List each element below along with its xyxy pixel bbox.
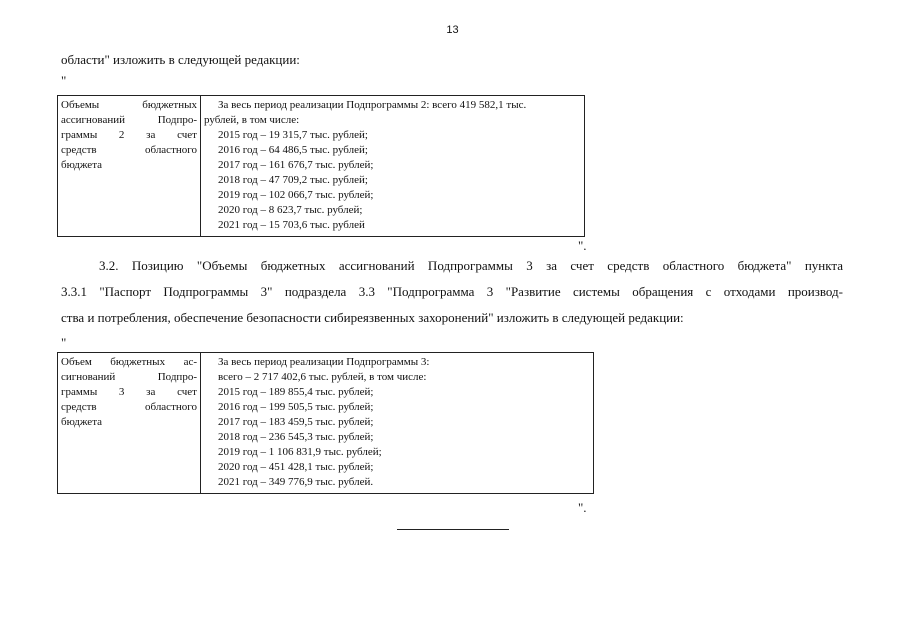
label-line: граммы 2 за счет [61,129,197,141]
label-line: бюджета [61,416,103,428]
budget-table-subprogram-3 [57,352,594,494]
budget-label-cell [58,96,201,237]
label-line: ассигнований Подпро- [61,114,197,126]
label-line: средств областного [61,144,197,156]
value-line: 2021 год – 349 776,9 тыс. рублей. [218,476,374,488]
value-line: рублей, в том числе: [204,114,300,126]
label-line: сигнований Подпро- [61,371,197,383]
end-separator-line [397,529,509,530]
value-line: всего – 2 717 402,6 тыс. рублей, в том числе: [218,371,427,383]
value-line: За весь период реализации Подпрограммы 3: [218,356,430,368]
value-line: 2016 год – 64 486,5 тыс. рублей; [218,144,368,156]
page-number: 13 [446,24,459,36]
open-quote-2: " [61,335,67,350]
label-line: Объем бюджетных ас- [61,356,197,368]
paragraph-line: 3.2. Позицию "Объемы бюджетных ассигнований Подпрограммы 3 за счет средств областного бюджета" пункта [99,258,843,273]
value-line: 2018 год – 47 709,2 тыс. рублей; [218,174,368,186]
value-line: 2017 год – 161 676,7 тыс. рублей; [218,159,374,171]
budget-label-cell [58,353,201,494]
value-line: За весь период реализации Подпрограммы 2: всего 419 582,1 тыс. [218,99,527,111]
value-line: 2021 год – 15 703,6 тыс. рублей [218,219,365,231]
label-line: Объемы бюджетных [61,99,197,111]
open-quote-1: " [61,73,67,88]
value-line: 2019 год – 1 106 831,9 тыс. рублей; [218,446,382,458]
value-line: 2020 год – 8 623,7 тыс. рублей; [218,204,363,216]
value-line: 2016 год – 199 505,5 тыс. рублей; [218,401,374,413]
close-quote-2: ". [578,500,587,515]
value-line: 2015 год – 189 855,4 тыс. рублей; [218,386,374,398]
paragraph-line: 3.3.1 "Паспорт Подпрограммы 3" подраздела 3.3 "Подпрограмма 3 "Развитие системы обращения с отходами производ- [61,284,843,299]
budget-value-cell [201,96,585,237]
value-line: 2020 год – 451 428,1 тыс. рублей; [218,461,374,473]
label-line: бюджета [61,159,103,171]
paragraph-3-2 [61,253,843,331]
value-line: 2015 год – 19 315,7 тыс. рублей; [218,129,368,141]
label-line: граммы 3 за счет [61,386,197,398]
value-line: 2017 год – 183 459,5 тыс. рублей; [218,416,374,428]
paragraph-line: ства и потребления, обеспечение безопасности сибиреязвенных захоронений" изложить в следующей редакции: [61,310,684,325]
budget-value-cell [201,353,594,494]
intro-line: области" изложить в следующей редакции: [61,52,300,67]
value-line: 2018 год – 236 545,3 тыс. рублей; [218,431,374,443]
close-quote-1: ". [578,238,587,253]
label-line: средств областного [61,401,197,413]
budget-table-subprogram-2 [57,95,585,237]
value-line: 2019 год – 102 066,7 тыс. рублей; [218,189,374,201]
